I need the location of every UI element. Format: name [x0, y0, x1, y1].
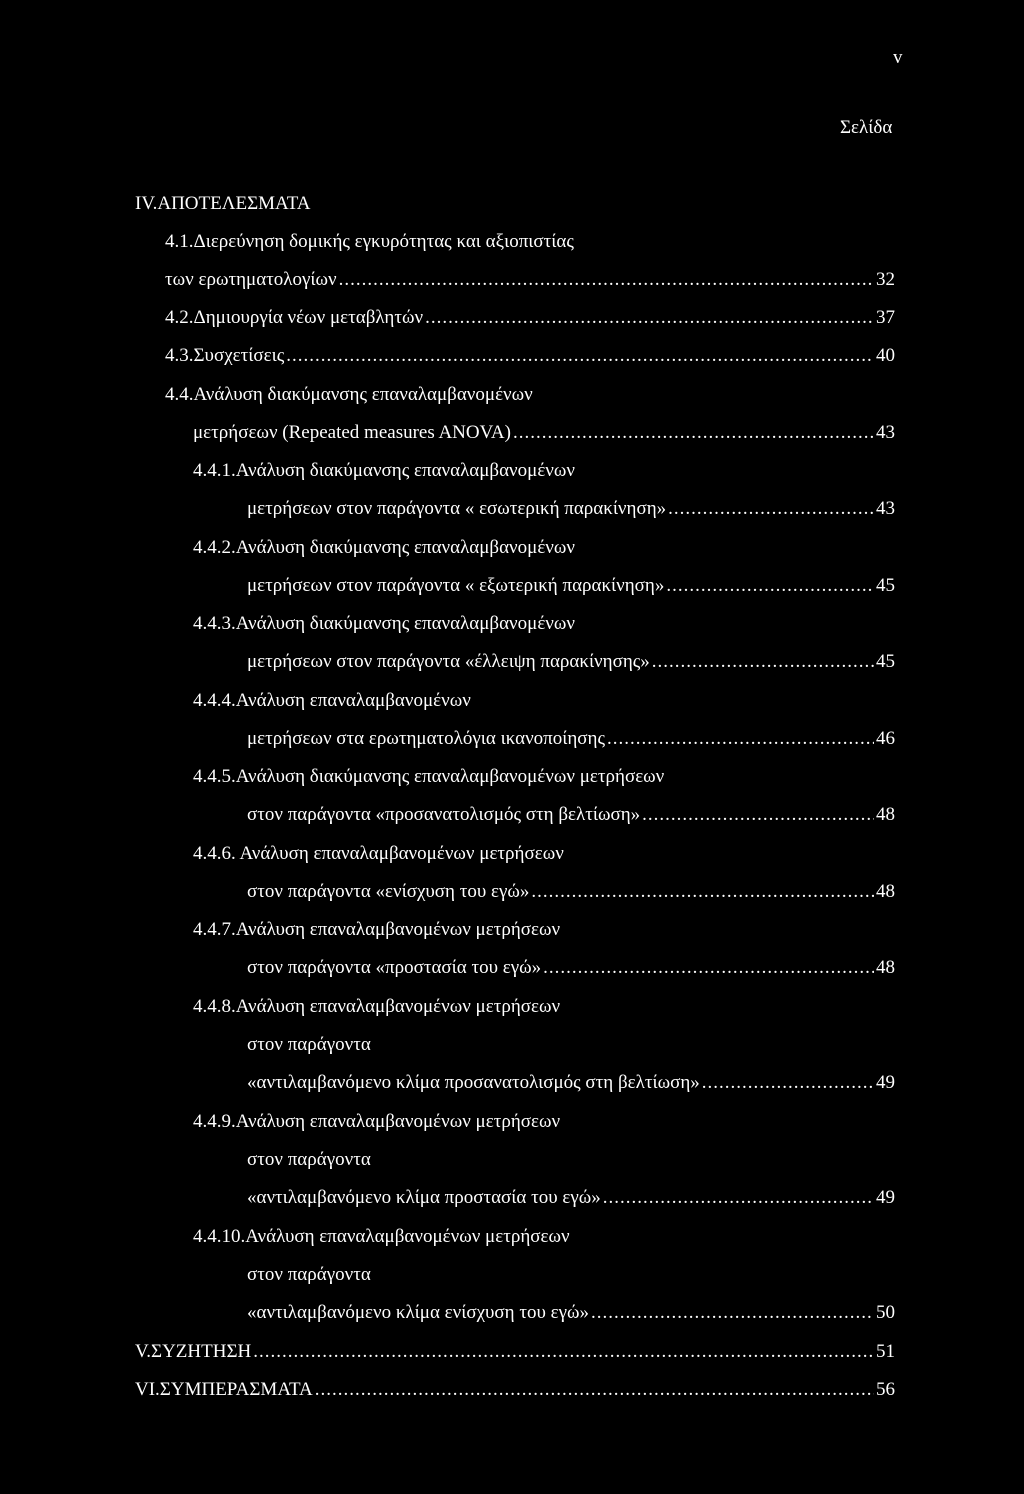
toc-4-4-2-title-line2: μετρήσεων στον παράγοντα « εξωτερική παρακίνηση» — [247, 575, 665, 596]
toc-4-2-page: 37 — [876, 307, 895, 328]
toc-4-3-page: 40 — [876, 345, 895, 366]
chapter-5-heading: V.ΣΥΖΗΤΗΣΗ — [135, 1341, 252, 1362]
toc-4-4-page: 43 — [876, 422, 895, 443]
toc-entry-4-1 — [165, 268, 895, 292]
toc-4-4-7-page: 48 — [876, 957, 895, 978]
toc-entry-4-4-8 — [247, 1071, 895, 1095]
toc-4-4-8-page: 49 — [876, 1072, 895, 1093]
toc-entry-4-4 — [193, 421, 895, 445]
chapter-5-page: 51 — [876, 1341, 895, 1362]
dot-leader — [315, 1378, 874, 1402]
toc-4-4-4-title-line1: 4.4.4.Ανάλυση επαναλαμβανομένων — [193, 690, 471, 711]
toc-4-1-title-line2: των ερωτηματολογίων — [165, 269, 337, 290]
toc-entry-4-4-6 — [247, 880, 895, 904]
toc-entry-chapter-5 — [135, 1340, 895, 1364]
toc-4-4-6-title-line1: 4.4.6. Ανάλυση επαναλαμβανομένων μετρήσεων — [193, 843, 564, 864]
dot-leader — [702, 1071, 874, 1095]
chapter-6-page: 56 — [876, 1379, 895, 1400]
dot-leader — [591, 1301, 874, 1325]
toc-entry-4-4-7 — [247, 956, 895, 980]
toc-4-1-title-line1: 4.1.Διερεύνηση δομικής εγκυρότητας και αξιοπιστίας — [165, 231, 574, 252]
toc-4-4-10-title-line2: στον παράγοντα — [247, 1264, 371, 1285]
page-column-label: Σελίδα — [840, 117, 893, 138]
toc-4-4-title-line1: 4.4.Ανάλυση διακύμανσης επαναλαμβανομένων — [165, 384, 533, 405]
dot-leader — [652, 650, 874, 674]
toc-4-4-6-title-line2: στον παράγοντα «ενίσχυση του εγώ» — [247, 881, 530, 902]
toc-entry-4-4-9 — [247, 1186, 895, 1210]
dot-leader — [668, 497, 874, 521]
dot-leader — [607, 727, 874, 751]
toc-4-4-10-title-line1: 4.4.10.Ανάλυση επαναλαμβανομένων μετρήσεων — [193, 1226, 570, 1247]
dot-leader — [253, 1340, 874, 1364]
toc-4-1-page: 32 — [876, 269, 895, 290]
toc-entry-4-4-1 — [247, 497, 895, 521]
page-roman-numeral: v — [893, 47, 903, 68]
toc-4-4-7-title-line2: στον παράγοντα «προστασία του εγώ» — [247, 957, 542, 978]
toc-4-4-5-title-line2: στον παράγοντα «προσανατολισμός στη βελτίωση» — [247, 804, 641, 825]
toc-4-4-8-title-line3: «αντιλαμβανόμενο κλίμα προσανατολισμός στη βελτίωση» — [247, 1072, 700, 1093]
toc-4-3-title: 4.3.Συσχετίσεις — [165, 345, 285, 366]
toc-4-4-3-title-line1: 4.4.3.Ανάλυση διακύμανσης επαναλαμβανομένων — [193, 613, 575, 634]
toc-4-4-1-title-line1: 4.4.1.Ανάλυση διακύμανσης επαναλαμβανομένων — [193, 460, 575, 481]
toc-4-4-9-page: 49 — [876, 1187, 895, 1208]
toc-4-4-4-title-line2: μετρήσεων στα ερωτηματολόγια ικανοποίησης — [247, 728, 606, 749]
toc-4-4-9-title-line3: «αντιλαμβανόμενο κλίμα προστασία του εγώ» — [247, 1187, 601, 1208]
chapter-6-heading: VI.ΣΥΜΠΕΡΑΣΜΑΤΑ — [135, 1379, 313, 1400]
dot-leader — [339, 268, 874, 292]
toc-4-4-7-title-line1: 4.4.7.Ανάλυση επαναλαμβανομένων μετρήσεων — [193, 919, 561, 940]
toc-4-4-8-title-line2: στον παράγοντα — [247, 1034, 371, 1055]
toc-4-4-9-title-line1: 4.4.9.Ανάλυση επαναλαμβανομένων μετρήσεων — [193, 1111, 561, 1132]
toc-4-4-3-page: 45 — [876, 651, 895, 672]
toc-4-4-5-page: 48 — [876, 804, 895, 825]
toc-entry-4-4-5 — [247, 803, 895, 827]
toc-entry-4-4-4 — [247, 727, 895, 751]
toc-4-4-10-page: 50 — [876, 1302, 895, 1323]
toc-4-4-5-title-line1: 4.4.5.Ανάλυση διακύμανσης επαναλαμβανομένων μετρήσεων — [193, 766, 665, 787]
toc-4-4-1-page: 43 — [876, 498, 895, 519]
dot-leader — [543, 956, 874, 980]
dot-leader — [425, 306, 874, 330]
toc-entry-4-4-10 — [247, 1301, 895, 1325]
toc-4-2-title: 4.2.Δημιουργία νέων μεταβλητών — [165, 307, 424, 328]
toc-entry-4-4-3 — [247, 650, 895, 674]
dot-leader — [642, 803, 874, 827]
toc-4-4-6-page: 48 — [876, 881, 895, 902]
toc-entry-4-4-2 — [247, 574, 895, 598]
dot-leader — [513, 421, 874, 445]
toc-4-4-2-title-line1: 4.4.2.Ανάλυση διακύμανσης επαναλαμβανομένων — [193, 537, 575, 558]
toc-4-4-10-title-line3: «αντιλαμβανόμενο κλίμα ενίσχυση του εγώ» — [247, 1302, 590, 1323]
toc-4-4-4-page: 46 — [876, 728, 895, 749]
dot-leader — [666, 574, 874, 598]
toc-entry-4-3 — [165, 344, 895, 368]
toc-entry-4-2 — [165, 306, 895, 330]
toc-4-4-3-title-line2: μετρήσεων στον παράγοντα «έλλειψη παρακίνησης» — [247, 651, 650, 672]
chapter-4-heading: IV.ΑΠΟΤΕΛΕΣΜΑΤΑ — [135, 193, 311, 214]
toc-4-4-2-page: 45 — [876, 575, 895, 596]
toc-4-4-8-title-line1: 4.4.8.Ανάλυση επαναλαμβανομένων μετρήσεων — [193, 996, 561, 1017]
toc-4-4-1-title-line2: μετρήσεων στον παράγοντα « εσωτερική παρακίνηση» — [247, 498, 667, 519]
toc-entry-chapter-6 — [135, 1378, 895, 1402]
toc-4-4-9-title-line2: στον παράγοντα — [247, 1149, 371, 1170]
dot-leader — [603, 1186, 874, 1210]
dot-leader — [286, 344, 874, 368]
dot-leader — [531, 880, 874, 904]
toc-4-4-title-line2: μετρήσεων (Repeated measures ANOVA) — [193, 422, 511, 443]
